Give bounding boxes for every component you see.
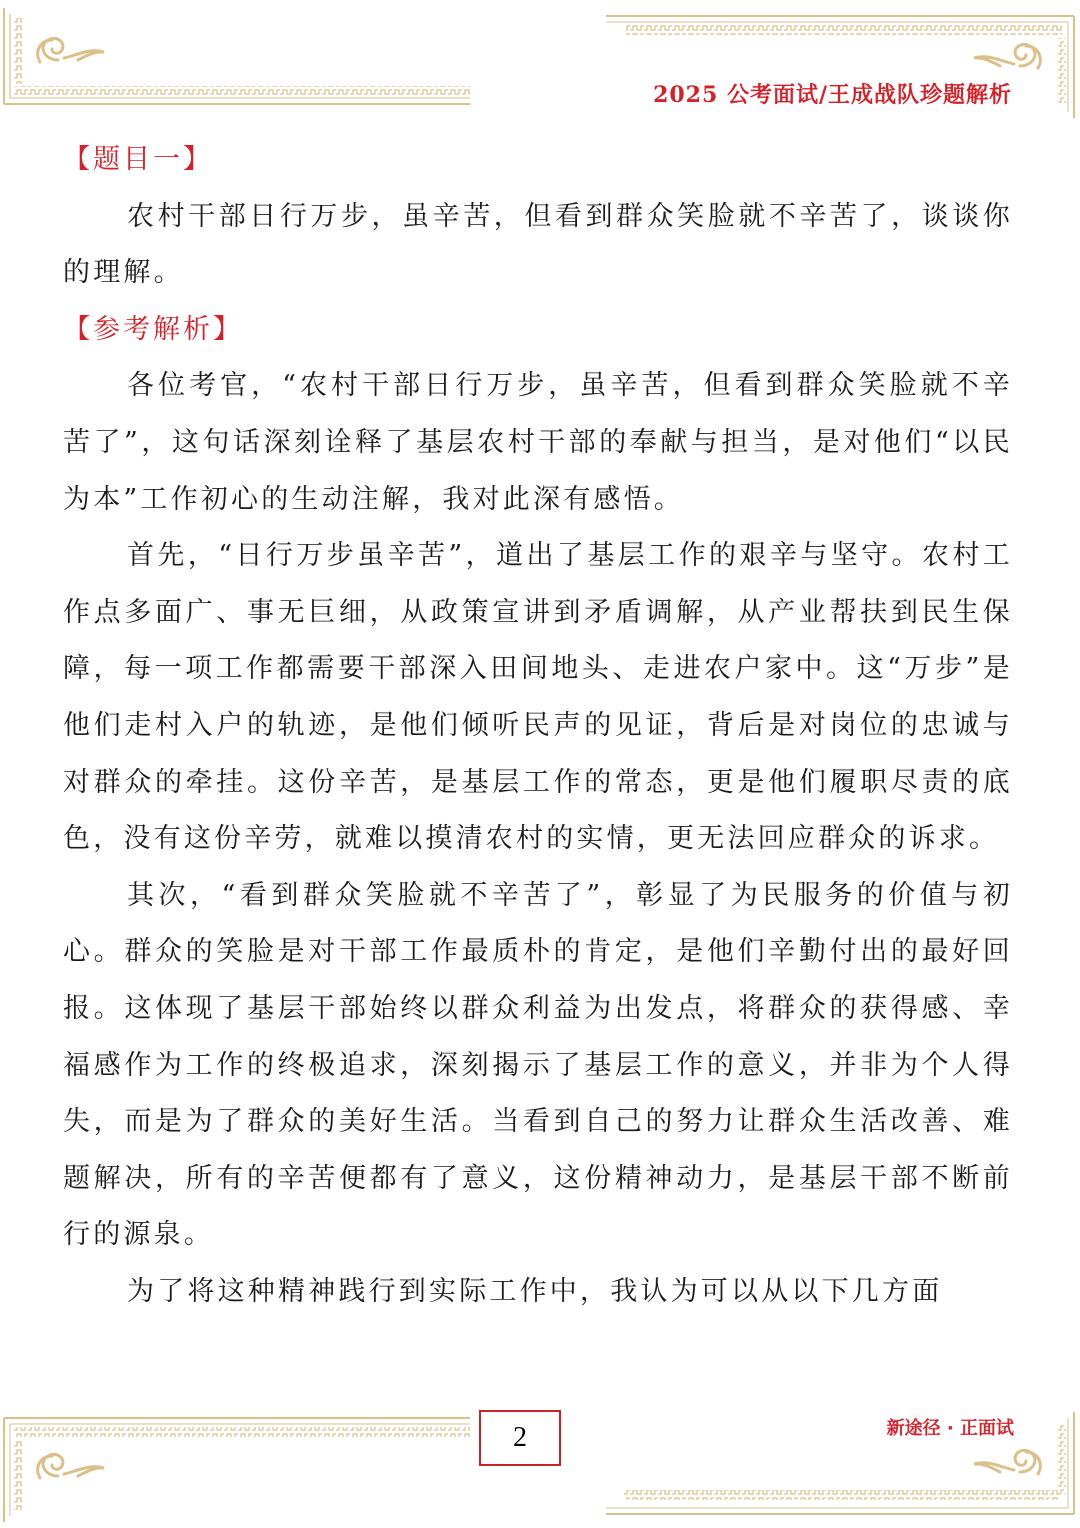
cloud-ornament-top-right (974, 44, 1040, 68)
document-body (63, 132, 1013, 1320)
question-heading: 【题目一】 (63, 144, 213, 175)
header-title: 2025 公考面试/王成战队珍题解析 (653, 82, 1012, 108)
cloud-ornament-top-left (38, 38, 104, 62)
cloud-ornament-bottom-right (974, 1450, 1040, 1474)
answer-paragraph-1: 各位考官，“农村干部日行万步，虽辛苦，但看到群众笑脸就不辛苦了”，这句话深刻诠释了基层农村干部的奉献与担当，是对他们“以民为本”工作初心的生动注解，我对此深有感悟。 (63, 370, 1013, 515)
answer-paragraph-4: 为了将这种精神践行到实际工作中，我认为可以从以下几方面 (127, 1275, 943, 1307)
answer-heading: 【参考解析】 (63, 313, 243, 345)
answer-paragraph-2: 首先，“日行万步虽辛苦”，道出了基层工作的艰辛与坚守。农村工作点多面广、事无巨细，从政策宣讲到矛盾调解，从产业帮扶到民生保障，每一项工作都需要干部深入田间地头、走进农户家中。这“万步”是他们走村入户的轨迹，是他们倾听民声的见证，背后是对岗位的忠诚与对群众的牵挂。这份辛苦，是基层工作的常态，更是他们履职尽责的底色，没有这份辛劳，就难以摸清农村的实情，更无法回应群众的诉求。 (63, 540, 1013, 855)
page-number: 2 (479, 1410, 561, 1466)
question-text: 农村干部日行万步，虽辛苦，但看到群众笑脸就不辛苦了，谈谈你的理解。 (63, 200, 1013, 289)
answer-paragraph-3: 其次，“看到群众笑脸就不辛苦了”，彰显了为民服务的价值与初心。群众的笑脸是对干部工作最质朴的肯定，是他们辛勤付出的最好回报。这体现了基层干部始终以群众利益为出发点，将群众的获得感、幸福感作为工作的终极追求，深刻揭示了基层工作的意义，并非为个人得失，而是为了群众的美好生活。当看到自己的努力让群众生活改善、难题解决，所有的辛苦便都有了意义，这份精神动力，是基层干部不断前行的源泉。 (63, 879, 1013, 1251)
footer-brand: 新途径 · 正面试 (886, 1418, 1014, 1439)
cloud-ornament-bottom-left (38, 1454, 104, 1478)
